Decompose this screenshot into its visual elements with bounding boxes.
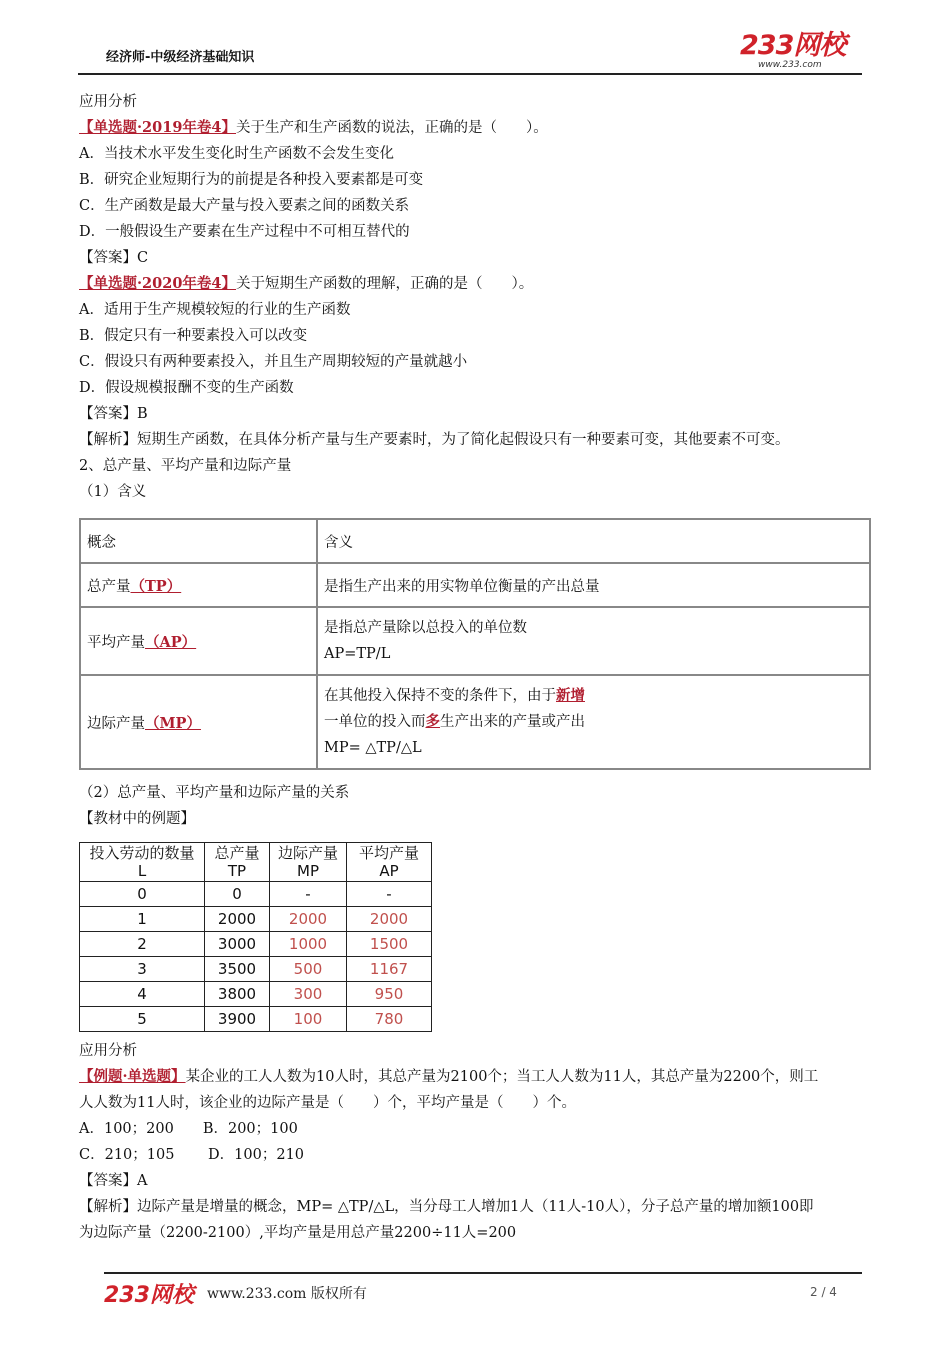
options-row: C．210；105 D．100；210 [79, 1147, 305, 1163]
concept-name: 边际产量 [87, 715, 145, 732]
table-cell: 1500 [347, 932, 432, 957]
table-cell: 2000 [347, 907, 432, 932]
table-header-row [80, 843, 432, 882]
table-cell: 300 [270, 982, 347, 1007]
page-number: 2 / 4 [810, 1285, 837, 1299]
option-a: A．适用于生产规模较短的行业的生产函数 [79, 302, 351, 318]
footer-divider [104, 1272, 862, 1274]
section-title: 应用分析 [79, 94, 137, 110]
footer-logo: 233网校 [104, 1283, 194, 1308]
question-text: 某企业的工人人数为10人时，其总产量为2100个；当工人人数为11人，其总产量为2200个，则工 [185, 1069, 819, 1085]
table-cell: 5 [80, 1007, 205, 1032]
table-row [80, 607, 870, 675]
table-cell: 3 [80, 957, 205, 982]
concept-name: 总产量 [87, 578, 131, 595]
logo-url: www.233.com [758, 60, 822, 70]
subsection-title: （2）总产量、平均产量和边际产量的关系 [79, 785, 350, 801]
meaning-text: 在其他投入保持不变的条件下，由于 [324, 688, 556, 704]
document-header-title: 经济师-中级经济基础知识 [106, 50, 255, 65]
table-cell: 1167 [347, 957, 432, 982]
highlight-text: 新增 [556, 687, 585, 704]
option-d: D．一般假设生产要素在生产过程中不可相互替代的 [79, 224, 410, 240]
meaning-text: 一单位的投入而 [324, 714, 426, 730]
table-cell: 0 [205, 882, 270, 907]
answer: 【答案】B [79, 406, 148, 422]
table-cell: - [347, 882, 432, 907]
concept-abbr: （TP） [130, 577, 182, 595]
table-cell: 100 [270, 1007, 347, 1032]
table-cell: 2 [80, 932, 205, 957]
table-row [80, 932, 432, 957]
table-cell: - [270, 882, 347, 907]
meaning-line [324, 683, 863, 709]
table-cell: 3800 [205, 982, 270, 1007]
table-cell: 3500 [205, 957, 270, 982]
question-stem [79, 115, 869, 141]
table-row [80, 882, 432, 907]
table-header-row [80, 519, 870, 563]
footer-copyright: www.233.com 版权所有 [207, 1286, 367, 1302]
analysis: 【解析】边际产量是增量的概念，MP= △TP/△L，当分母工人增加1人（11人-10人），分子总产量的增加额100即 [79, 1199, 814, 1215]
concept-table [79, 518, 871, 770]
header-cell: 平均产量 AP [347, 843, 432, 882]
concept-cell [80, 675, 317, 769]
concept-cell [80, 563, 317, 607]
header-cell: 边际产量 MP [270, 843, 347, 882]
production-data-table [79, 842, 432, 1032]
concept-name: 平均产量 [87, 634, 145, 651]
question-text: 关于生产和生产函数的说法，正确的是（ ）。 [236, 120, 548, 136]
table-cell: 2000 [205, 907, 270, 932]
table-row [80, 907, 432, 932]
meaning-line [324, 709, 863, 735]
table-cell: 780 [347, 1007, 432, 1032]
analysis: 【解析】短期生产函数，在具体分析产量与生产要素时，为了简化起假设只有一种要素可变，其他要素不可变。 [79, 432, 790, 448]
answer: 【答案】A [79, 1173, 148, 1189]
header-divider [78, 73, 862, 75]
question-tag: 【单选题·2019年卷4】 [79, 119, 236, 136]
table-row [80, 982, 432, 1007]
table-cell: 1 [80, 907, 205, 932]
options-row: A．100；200 B．200；100 [79, 1121, 298, 1137]
option-b: B．假定只有一种要素投入可以改变 [79, 328, 308, 344]
table-row [80, 1007, 432, 1032]
meaning-cell [317, 607, 870, 675]
question-text-continued: 人人数为11人时，该企业的边际产量是（ ）个，平均产量是（ ）个。 [79, 1095, 576, 1111]
logo-text: 233网校 [740, 30, 846, 61]
highlight-text: 多 [425, 713, 440, 730]
page-content [79, 89, 869, 1246]
formula-line: MP= △TP/△L [324, 740, 422, 756]
concept-cell [80, 607, 317, 675]
table-cell: 2000 [270, 907, 347, 932]
meaning-text: 生产出来的产量或产出 [440, 714, 585, 730]
option-a: A．当技术水平发生变化时生产函数不会发生变化 [79, 146, 394, 162]
header-cell: 概念 [80, 519, 317, 563]
table-row [80, 957, 432, 982]
question-stem [79, 271, 869, 297]
subsection-title: （1）含义 [79, 484, 147, 500]
table-cell: 3000 [205, 932, 270, 957]
header-cell: 总产量 TP [205, 843, 270, 882]
table-cell: 4 [80, 982, 205, 1007]
section-title: 2、总产量、平均产量和边际产量 [79, 458, 292, 474]
option-c: C．假设只有两种要素投入，并且生产周期较短的产量就越小 [79, 354, 468, 370]
question-tag: 【例题·单选题】 [79, 1068, 186, 1085]
answer: 【答案】C [79, 250, 149, 266]
meaning-cell [317, 675, 870, 769]
question-stem [79, 1064, 869, 1090]
meaning-cell: 是指生产出来的用实物单位衡量的产出总量 [317, 563, 870, 607]
question-text: 关于短期生产函数的理解，正确的是（ ）。 [236, 276, 534, 292]
question-tag: 【单选题·2020年卷4】 [79, 275, 236, 292]
option-d: D．假设规模报酬不变的生产函数 [79, 380, 294, 396]
formula-line: AP=TP/L [324, 646, 391, 662]
table-cell: 950 [347, 982, 432, 1007]
table-cell: 0 [80, 882, 205, 907]
section-title: 应用分析 [79, 1043, 137, 1059]
option-b: B．研究企业短期行为的前提是各种投入要素都是可变 [79, 172, 424, 188]
header-cell: 投入劳动的数量 L [80, 843, 205, 882]
header-cell: 含义 [317, 519, 870, 563]
table-cell: 3900 [205, 1007, 270, 1032]
option-c: C．生产函数是最大产量与投入要素之间的函数关系 [79, 198, 410, 214]
analysis-continued: 为边际产量（2200-2100）,平均产量是用总产量2200÷11人=200 [79, 1225, 517, 1241]
concept-abbr: （MP） [145, 714, 201, 732]
brand-logo [740, 32, 860, 74]
table-cell: 1000 [270, 932, 347, 957]
table-row [80, 675, 870, 769]
concept-abbr: （AP） [145, 633, 197, 651]
table-cell: 500 [270, 957, 347, 982]
meaning-line: 是指总产量除以总投入的单位数 [324, 620, 527, 636]
example-title: 【教材中的例题】 [79, 811, 195, 827]
table-row [80, 563, 870, 607]
